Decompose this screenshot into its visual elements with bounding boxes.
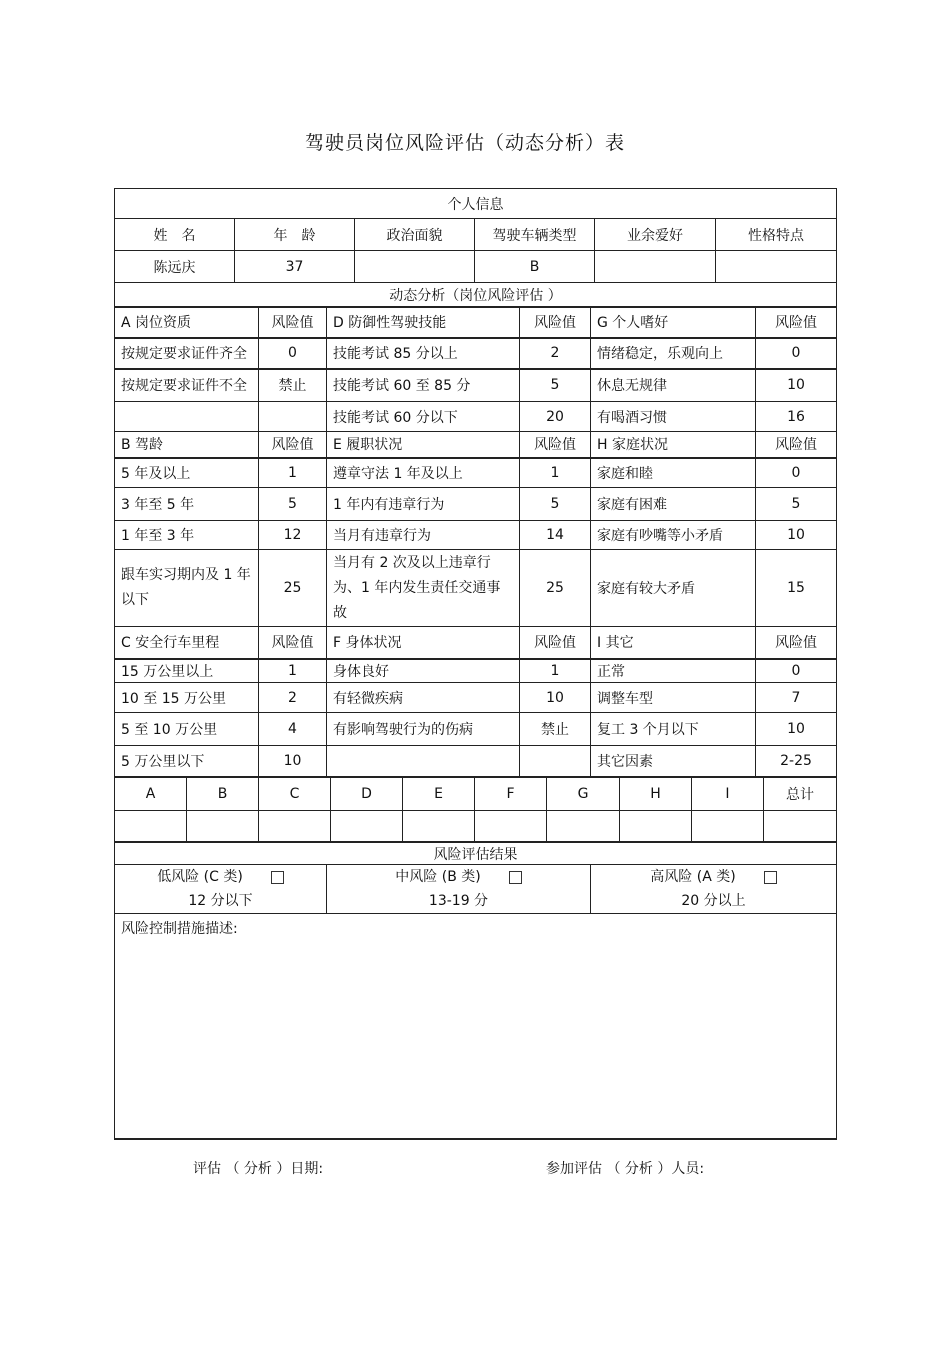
value-vehicle-type[interactable]: B <box>475 251 595 283</box>
category-title: H 家庭状况 <box>591 432 756 458</box>
risk-value: 1 <box>259 659 327 683</box>
risk-value: 5 <box>520 488 591 521</box>
summary-value-total[interactable] <box>764 811 837 842</box>
risk-value-header: 风险值 <box>520 308 591 338</box>
criterion: 情绪稳定，乐观向上 <box>591 338 756 369</box>
risk-value: 5 <box>520 369 591 402</box>
dynamic-analysis-table <box>114 307 837 777</box>
criterion: 技能考试 60 至 85 分 <box>327 369 520 402</box>
column-age: 年 龄 <box>235 219 355 251</box>
summary-value-g[interactable] <box>547 811 620 842</box>
low-risk-label: 低风险 (C 类) <box>157 869 243 885</box>
summary-values <box>115 811 837 842</box>
high-risk-option[interactable] <box>591 865 837 914</box>
risk-value: 16 <box>756 402 837 432</box>
criterion: 有轻微疾病 <box>327 683 520 713</box>
criterion: 10 至 15 万公里 <box>115 683 259 713</box>
risk-value: 10 <box>756 369 837 402</box>
criterion: 技能考试 85 分以上 <box>327 338 520 369</box>
assessment-staff-label: 参加评估 （ 分析 ）人员: <box>546 1161 705 1177</box>
value-name[interactable]: 陈远庆 <box>115 251 235 283</box>
risk-assessment-form <box>114 188 836 1140</box>
group-header-row <box>115 627 837 659</box>
low-risk-range: 12 分以下 <box>188 893 253 909</box>
summary-label-b: B <box>187 778 259 811</box>
summary-label-a: A <box>115 778 187 811</box>
summary-labels <box>115 778 837 811</box>
risk-value-header: 风险值 <box>259 432 327 458</box>
risk-value: 0 <box>756 338 837 369</box>
criterion <box>115 402 259 432</box>
medium-risk-label: 中风险 (B 类) <box>395 869 481 885</box>
risk-value: 2 <box>259 683 327 713</box>
summary-table <box>114 777 837 842</box>
personal-info-table <box>114 188 837 307</box>
table-row <box>115 402 837 432</box>
column-personality: 性格特点 <box>716 219 837 251</box>
category-title: E 履职状况 <box>327 432 520 458</box>
risk-value: 10 <box>756 521 837 550</box>
risk-value: 5 <box>756 488 837 521</box>
risk-value <box>520 746 591 777</box>
criterion: 复工 3 个月以下 <box>591 713 756 746</box>
criterion: 身体良好 <box>327 659 520 683</box>
risk-value: 0 <box>756 458 837 488</box>
summary-value-e[interactable] <box>403 811 475 842</box>
summary-label-total: 总计 <box>764 778 837 811</box>
medium-risk-checkbox[interactable] <box>509 871 522 884</box>
risk-value: 4 <box>259 713 327 746</box>
summary-label-h: H <box>620 778 692 811</box>
criterion: 正常 <box>591 659 756 683</box>
risk-value: 20 <box>520 402 591 432</box>
summary-label-d: D <box>331 778 403 811</box>
risk-value-header: 风险值 <box>259 627 327 659</box>
criterion: 技能考试 60 分以下 <box>327 402 520 432</box>
criterion: 1 年至 3 年 <box>115 521 259 550</box>
risk-levels <box>115 865 837 914</box>
value-age[interactable]: 37 <box>235 251 355 283</box>
criterion: 跟车实习期内及 1 年以下 <box>115 550 259 627</box>
risk-value: 25 <box>259 550 327 627</box>
criterion: 休息无规律 <box>591 369 756 402</box>
risk-value <box>259 402 327 432</box>
summary-label-f: F <box>475 778 547 811</box>
low-risk-checkbox[interactable] <box>271 871 284 884</box>
criterion: 有喝酒习惯 <box>591 402 756 432</box>
risk-value: 2 <box>520 338 591 369</box>
category-title: F 身体状况 <box>327 627 520 659</box>
category-title: G 个人嗜好 <box>591 308 756 338</box>
high-risk-checkbox[interactable] <box>764 871 777 884</box>
table-row <box>115 521 837 550</box>
risk-value: 1 <box>520 659 591 683</box>
risk-value-header: 风险值 <box>756 308 837 338</box>
table-row <box>115 550 837 627</box>
criterion: 1 年内有违章行为 <box>327 488 520 521</box>
criterion: 15 万公里以上 <box>115 659 259 683</box>
criterion: 按规定要求证件不全 <box>115 369 259 402</box>
summary-value-d[interactable] <box>331 811 403 842</box>
category-title: D 防御性驾驶技能 <box>327 308 520 338</box>
criterion: 家庭有较大矛盾 <box>591 550 756 627</box>
risk-value-header: 风险值 <box>756 432 837 458</box>
criterion: 家庭有困难 <box>591 488 756 521</box>
risk-value: 0 <box>259 338 327 369</box>
category-title: B 驾龄 <box>115 432 259 458</box>
risk-value: 10 <box>756 713 837 746</box>
high-risk-label: 高风险 (A 类) <box>650 869 736 885</box>
risk-value: 2-25 <box>756 746 837 777</box>
criterion: 当月有 2 次及以上违章行为、1 年内发生责任交通事故 <box>327 550 520 627</box>
criterion: 5 至 10 万公里 <box>115 713 259 746</box>
risk-value-header: 风险值 <box>520 432 591 458</box>
criterion: 按规定要求证件齐全 <box>115 338 259 369</box>
risk-value: 5 <box>259 488 327 521</box>
dynamic-analysis-header: 动态分析（岗位风险评估 ） <box>115 283 837 307</box>
risk-value-header: 风险值 <box>259 308 327 338</box>
risk-value: 禁止 <box>259 369 327 402</box>
column-vehicle-type: 驾驶车辆类型 <box>475 219 595 251</box>
control-measures-area[interactable] <box>115 914 837 1139</box>
criterion: 调整车型 <box>591 683 756 713</box>
criterion: 3 年至 5 年 <box>115 488 259 521</box>
control-measures-label: 风险控制措施描述: <box>121 921 238 937</box>
table-row <box>115 338 837 369</box>
criterion: 有影响驾驶行为的伤病 <box>327 713 520 746</box>
risk-value: 1 <box>259 458 327 488</box>
risk-value: 7 <box>756 683 837 713</box>
value-personality[interactable] <box>716 251 837 283</box>
risk-value: 15 <box>756 550 837 627</box>
table-row <box>115 488 837 521</box>
value-hobby[interactable] <box>595 251 716 283</box>
personal-info-columns <box>115 219 837 251</box>
criterion: 家庭和睦 <box>591 458 756 488</box>
criterion: 其它因素 <box>591 746 756 777</box>
risk-value-header: 风险值 <box>756 627 837 659</box>
summary-label-c: C <box>259 778 331 811</box>
summary-label-i: I <box>692 778 764 811</box>
assessment-date-label: 评估 （ 分析 ）日期: <box>193 1161 324 1177</box>
form-title: 驾驶员岗位风险评估（动态分析）表 <box>304 132 625 154</box>
category-title: C 安全行车里程 <box>115 627 259 659</box>
summary-value-c[interactable] <box>259 811 331 842</box>
low-risk-option[interactable] <box>115 865 327 914</box>
personal-info-header: 个人信息 <box>115 189 837 219</box>
risk-value: 10 <box>520 683 591 713</box>
criterion: 5 万公里以下 <box>115 746 259 777</box>
risk-result-header: 风险评估结果 <box>115 843 837 865</box>
personal-info-values <box>115 251 837 283</box>
column-hobby: 业余爱好 <box>595 219 716 251</box>
risk-value: 1 <box>520 458 591 488</box>
criterion: 当月有违章行为 <box>327 521 520 550</box>
summary-label-e: E <box>403 778 475 811</box>
summary-value-a[interactable] <box>115 811 187 842</box>
risk-value: 14 <box>520 521 591 550</box>
risk-value: 25 <box>520 550 591 627</box>
criterion: 5 年及以上 <box>115 458 259 488</box>
summary-value-h[interactable] <box>620 811 692 842</box>
criterion: 遵章守法 1 年及以上 <box>327 458 520 488</box>
summary-value-b[interactable] <box>187 811 259 842</box>
medium-risk-range: 13-19 分 <box>428 893 489 909</box>
table-row <box>115 746 837 777</box>
risk-value: 禁止 <box>520 713 591 746</box>
risk-value: 0 <box>756 659 837 683</box>
category-title: I 其它 <box>591 627 756 659</box>
group-header-row <box>115 432 837 458</box>
group-header-row <box>115 308 837 338</box>
summary-label-g: G <box>547 778 620 811</box>
criterion <box>327 746 520 777</box>
summary-value-f[interactable] <box>475 811 547 842</box>
table-row <box>115 683 837 713</box>
value-political-status[interactable] <box>355 251 475 283</box>
column-name: 姓 名 <box>115 219 235 251</box>
risk-value: 12 <box>259 521 327 550</box>
table-row <box>115 713 837 746</box>
table-row <box>115 458 837 488</box>
risk-value: 10 <box>259 746 327 777</box>
risk-result-table <box>114 842 837 1140</box>
column-political-status: 政治面貌 <box>355 219 475 251</box>
high-risk-range: 20 分以上 <box>681 893 746 909</box>
table-row <box>115 659 837 683</box>
summary-value-i[interactable] <box>692 811 764 842</box>
risk-value-header: 风险值 <box>520 627 591 659</box>
criterion: 家庭有吵嘴等小矛盾 <box>591 521 756 550</box>
category-title: A 岗位资质 <box>115 308 259 338</box>
table-row <box>115 369 837 402</box>
medium-risk-option[interactable] <box>327 865 591 914</box>
